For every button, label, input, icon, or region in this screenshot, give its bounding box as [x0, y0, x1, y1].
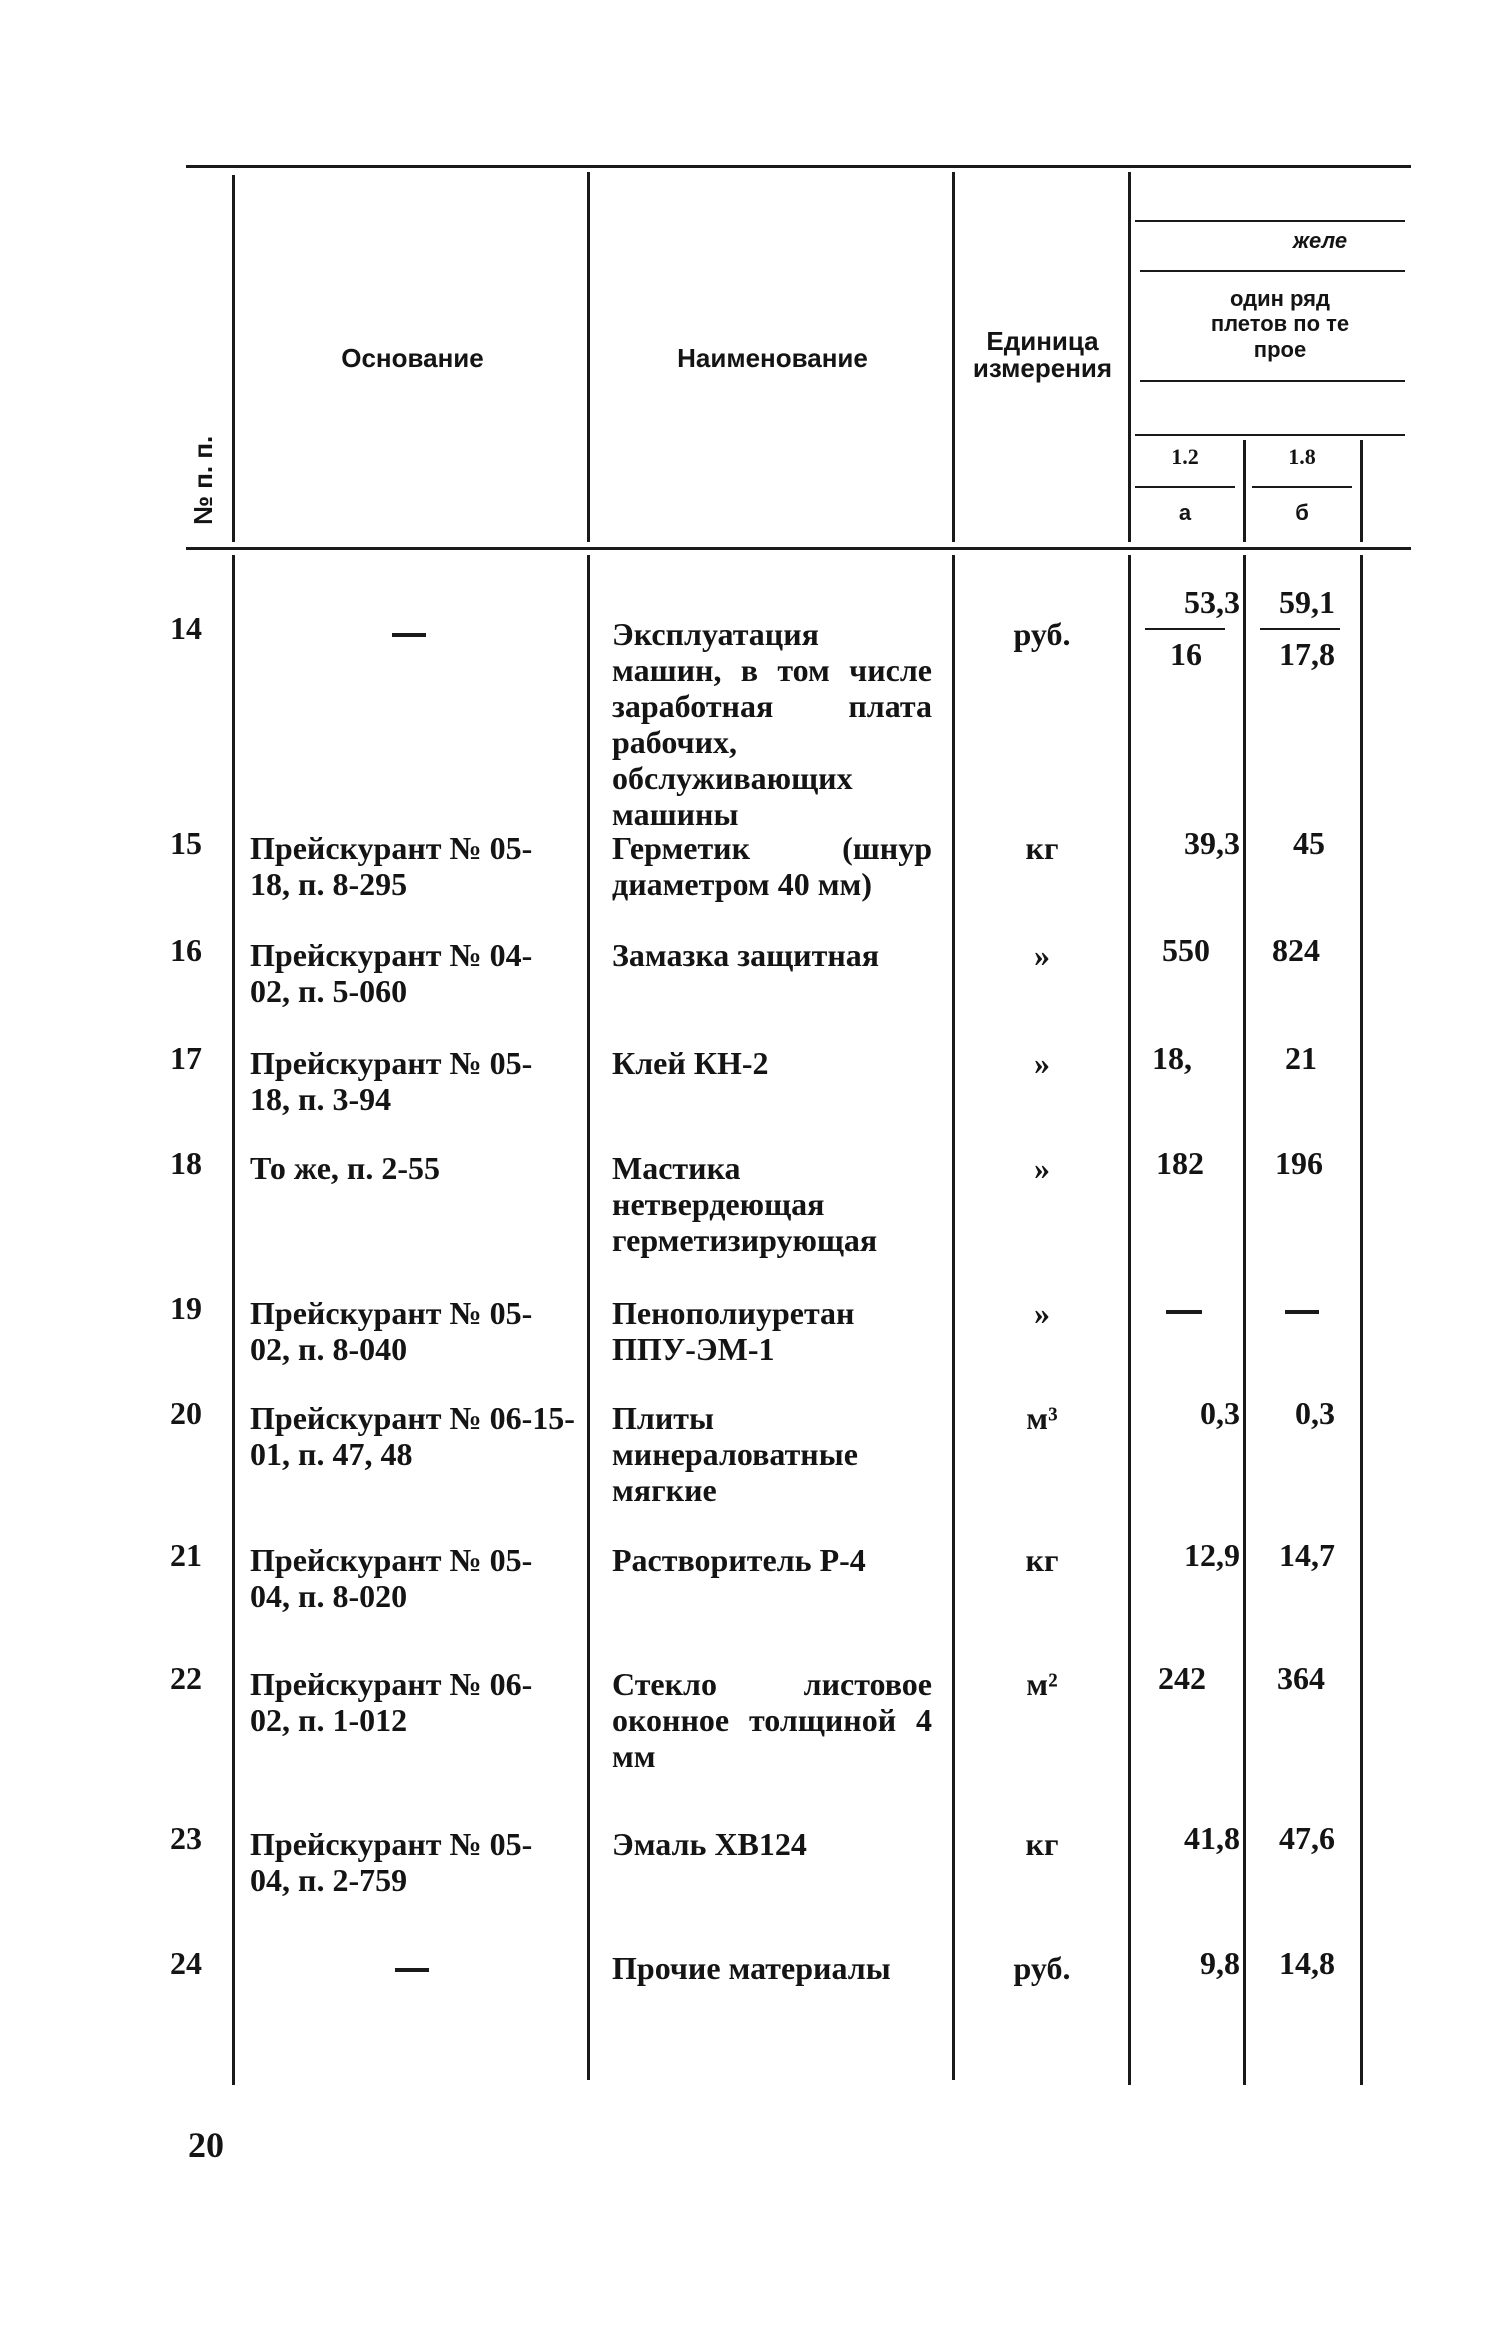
header-col-divider [1360, 440, 1363, 542]
row-unit: » [1034, 937, 1050, 973]
row-unit: » [1034, 1045, 1050, 1081]
row-value-b: 59,1 [1279, 584, 1335, 620]
body-col-divider [952, 555, 955, 2080]
row-value-b: 14,8 [1279, 1945, 1335, 1981]
row-name: Растворитель Р-4 [612, 1542, 866, 1578]
row-value-b: 21 [1285, 1040, 1317, 1076]
fraction-bar [1145, 628, 1225, 630]
row-value-a: 12,9 [1184, 1537, 1240, 1573]
header-group-rule [1252, 486, 1352, 488]
row-name: Плиты минераловатные мягкие [612, 1400, 858, 1508]
body-col-divider [232, 555, 235, 2085]
row-number: 17 [170, 1040, 202, 1076]
row-value-a: 242 [1158, 1660, 1206, 1696]
row-number: 14 [170, 610, 202, 646]
header-bottom-rule [186, 547, 1411, 550]
row-unit: кг [1025, 1826, 1059, 1862]
row-unit: м³ [1026, 1400, 1058, 1436]
body-col-divider [1128, 555, 1131, 2085]
header-sub-b-letter: б [1295, 500, 1309, 525]
row-basis: Прейскурант № 06-15-01, п. 47, 48 [250, 1400, 575, 1472]
row-name: Пенополиуретан ППУ-ЭМ-1 [612, 1295, 855, 1367]
row-value-b-sub: 17,8 [1279, 636, 1335, 672]
row-unit: руб. [1013, 1950, 1071, 1986]
row-name: Замазка защитная [612, 937, 880, 973]
page-number: 20 [188, 2125, 224, 2165]
row-basis: Прейскурант № 05-04, п. 8-020 [250, 1542, 533, 1614]
header-group-rule [1135, 434, 1405, 436]
row-value-a-sub: 16 [1170, 636, 1202, 672]
row-value-a: 9,8 [1200, 1945, 1240, 1981]
row-value-a-dash [1166, 1310, 1202, 1314]
body-col-divider [1243, 555, 1246, 2085]
row-number: 21 [170, 1537, 202, 1573]
row-number: 22 [170, 1660, 202, 1696]
row-number: 18 [170, 1145, 202, 1181]
row-unit: руб. [1013, 616, 1071, 652]
row-name: Эмаль ХВ124 [612, 1826, 807, 1862]
row-number: 23 [170, 1820, 202, 1856]
row-number: 19 [170, 1290, 202, 1326]
row-basis: Прейскурант № 05-18, п. 8-295 [250, 830, 533, 902]
row-unit: кг [1025, 830, 1059, 866]
row-name: Стекло листовое оконное толщиной 4 мм [612, 1666, 932, 1774]
header-group-top: желе [1292, 228, 1348, 253]
header-col-divider [952, 172, 955, 542]
row-name: Мастика нетвердеющая герметизирующая [612, 1150, 878, 1258]
table-top-rule [186, 165, 1411, 168]
header-group-rule [1135, 220, 1405, 222]
row-basis: Прейскурант № 05-18, п. 3-94 [250, 1045, 533, 1117]
row-unit: » [1034, 1150, 1050, 1186]
row-basis: Прейскурант № 06-02, п. 1-012 [250, 1666, 533, 1738]
row-value-a: 39,3 [1184, 825, 1240, 861]
row-basis: То же, п. 2-55 [250, 1150, 440, 1186]
row-value-a: 0,3 [1200, 1395, 1240, 1431]
body-col-divider [1360, 555, 1363, 2085]
row-number: 16 [170, 932, 202, 968]
row-basis: Прейскурант № 05-04, п. 2-759 [250, 1826, 533, 1898]
row-unit: м² [1026, 1666, 1058, 1702]
header-group-sub: один ряд плетов по те прое [1210, 286, 1350, 362]
row-name: Эксплуатация машин, в том числе заработная плата рабочих, обслуживающих машины [612, 616, 932, 832]
header-col-unit: Единица измерения [972, 326, 1113, 384]
row-value-b: 364 [1277, 1660, 1325, 1696]
row-value-b-dash [1285, 1310, 1319, 1314]
header-group-rule [1140, 270, 1405, 272]
body-col-divider [587, 555, 590, 2080]
header-sub-b-code: 1.8 [1288, 444, 1316, 469]
header-col-name: Наименование [677, 343, 868, 373]
row-number: 15 [170, 825, 202, 861]
header-col-basis: Основание [341, 343, 484, 373]
row-number: 20 [170, 1395, 202, 1431]
row-value-a: 41,8 [1184, 1820, 1240, 1856]
fraction-bar [1260, 628, 1340, 630]
row-value-b: 14,7 [1279, 1537, 1335, 1573]
row-value-a: 182 [1156, 1145, 1204, 1181]
row-unit: кг [1025, 1542, 1059, 1578]
row-value-b: 0,3 [1295, 1395, 1335, 1431]
header-col-divider [232, 175, 235, 542]
row-name: Прочие материалы [612, 1950, 891, 1986]
row-basis-dash [392, 633, 426, 637]
row-value-b: 196 [1275, 1145, 1323, 1181]
row-name: Клей КН-2 [612, 1045, 769, 1081]
row-value-b: 824 [1272, 932, 1320, 968]
header-group-rule [1135, 486, 1235, 488]
row-unit: » [1034, 1295, 1050, 1331]
row-value-a: 53,3 [1184, 584, 1240, 620]
row-value-a: 550 [1162, 932, 1210, 968]
row-value-a: 18, [1152, 1040, 1192, 1076]
row-value-b: 45 [1293, 825, 1325, 861]
header-col-divider [1243, 440, 1246, 542]
row-number: 24 [170, 1945, 202, 1981]
row-basis-dash [395, 1968, 429, 1972]
row-basis: Прейскурант № 04-02, п. 5-060 [250, 937, 533, 1009]
row-name: Герметик (шнур диаметром 40 мм) [612, 830, 932, 902]
header-col-num: № п. п. [188, 435, 218, 525]
header-col-divider [1128, 172, 1131, 542]
row-value-b: 47,6 [1279, 1820, 1335, 1856]
row-basis: Прейскурант № 05-02, п. 8-040 [250, 1295, 533, 1367]
header-sub-a-letter: а [1178, 500, 1192, 525]
header-group-rule [1140, 380, 1405, 382]
header-col-divider [587, 172, 590, 542]
header-sub-a-code: 1.2 [1171, 444, 1199, 469]
